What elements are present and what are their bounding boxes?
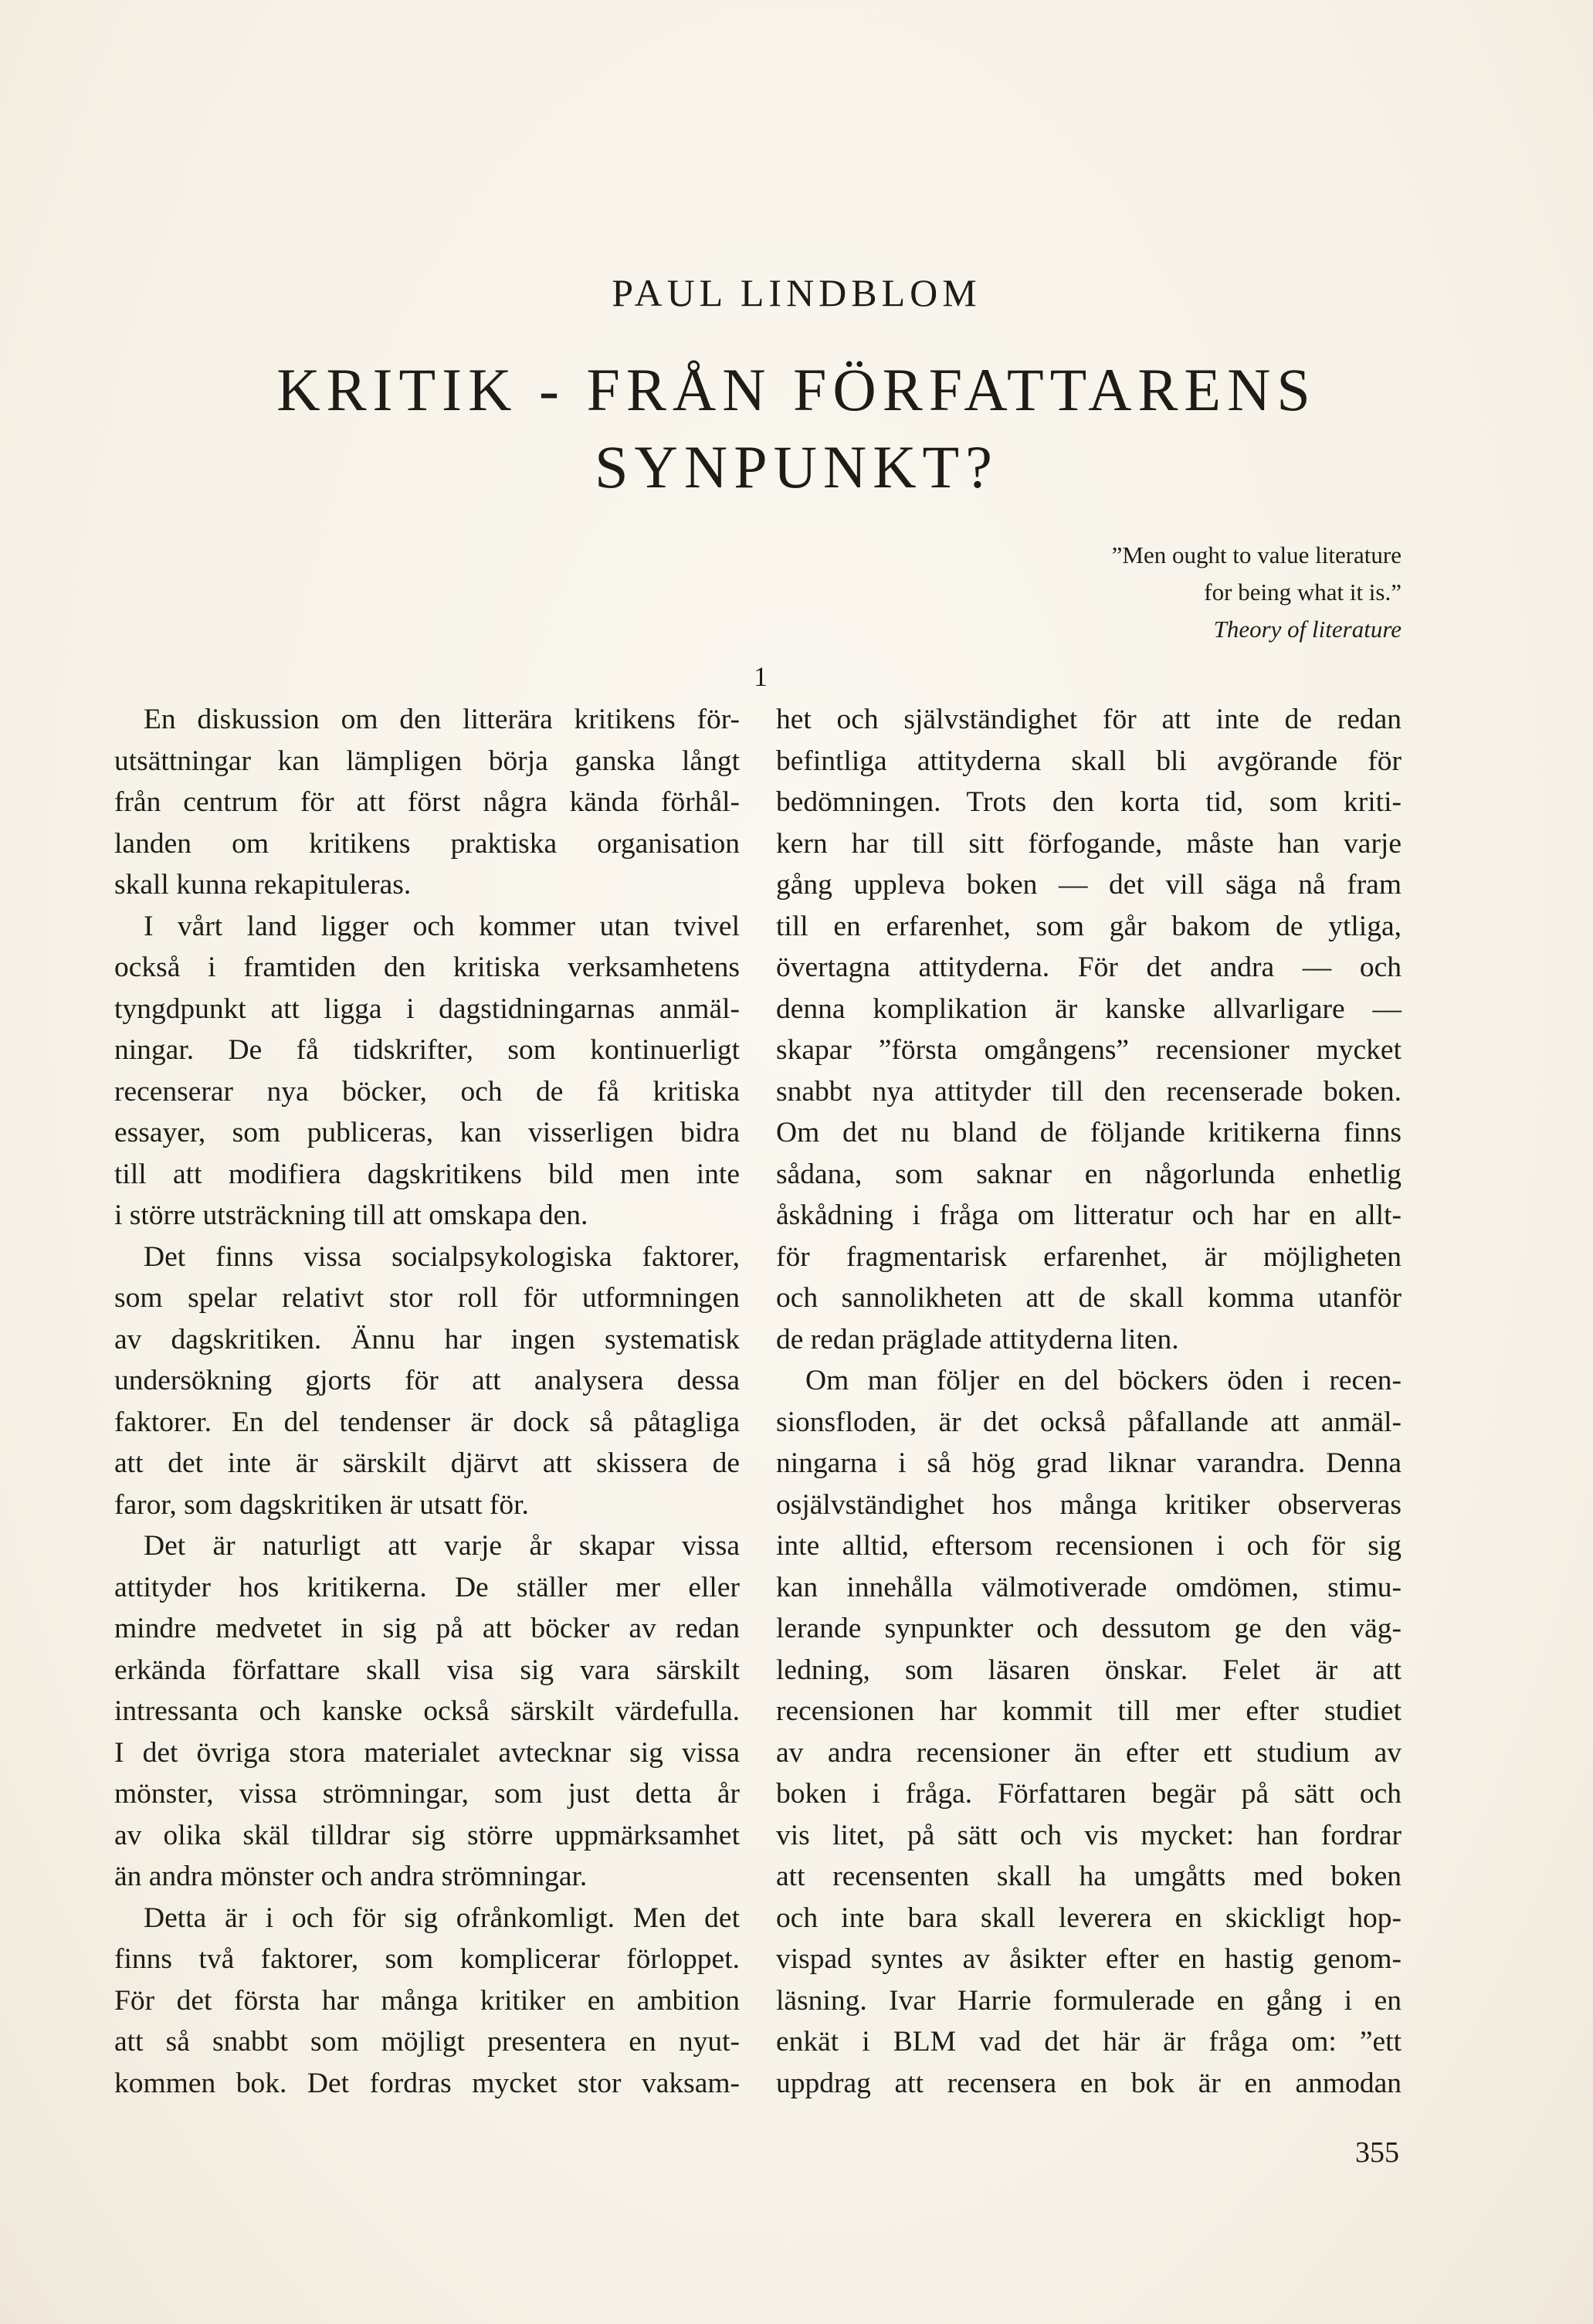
section-number: 1 <box>754 661 768 692</box>
text-line: kommen bok. Det fordras mycket stor vaksam- <box>114 2067 740 2099</box>
text-line: undersökning gjorts för att analysera dessa <box>114 1365 740 1396</box>
text-line: skall kunna rekapituleras. <box>114 869 412 901</box>
text-line: recensionen har kommit till mer efter studiet <box>776 1695 1402 1727</box>
text-line: ningar. De få tidskrifter, som kontinuerligt <box>114 1034 740 1066</box>
article-title-line: SYNPUNKT? <box>595 433 998 500</box>
text-line: I det övriga stora materialet avtecknar sig vissa <box>114 1736 740 1769</box>
text-line: ledning, som läsaren önskar. Felet är att <box>776 1654 1402 1686</box>
text-line: I vårt land ligger och kommer utan tvivel <box>144 910 740 942</box>
text-line: enkät i BLM vad det här är fråga om: ”ett <box>776 2026 1402 2058</box>
text-line: av dagskritiken. Ännu har ingen systematisk <box>114 1323 740 1355</box>
text-line: till en erfarenhet, som går bakom de ytliga, <box>776 910 1402 942</box>
article-title-line: KRITIK - FRÅN FÖRFATTARENS <box>276 356 1317 423</box>
text-line: i större utsträckning till att omskapa den. <box>114 1199 588 1231</box>
text-line: tyngdpunkt att ligga i dagstidningarnas anmäl- <box>114 992 740 1025</box>
text-line: att recensenten skall ha umgåtts med boken <box>776 1861 1402 1892</box>
text-line: av olika skäl tilldrar sig större uppmärksamhet <box>114 1819 740 1851</box>
text-line: mönster, vissa strömningar, som just detta år <box>114 1778 740 1810</box>
text-line: Det finns vissa socialpsykologiska faktorer, <box>144 1240 740 1273</box>
text-line: gång uppleva boken — det vill säga nå fram <box>776 869 1402 901</box>
text-line: för fragmentarisk erfarenhet, är möjligheten <box>776 1240 1402 1273</box>
text-line: uppdrag att recensera en bok är en anmodan <box>776 2067 1402 2099</box>
text-line: En diskussion om den litterära kritikens för- <box>144 704 740 735</box>
text-line: från centrum för att först några kända förhål- <box>114 786 740 818</box>
text-line: essayer, som publiceras, kan visserligen bidra <box>114 1117 740 1148</box>
text-line: het och självständighet för att inte de redan <box>776 704 1402 735</box>
text-line: befintliga attityderna skall bli avgörande för <box>776 745 1402 777</box>
text-line: åskådning i fråga om litteratur och har en allt- <box>776 1199 1402 1231</box>
text-line: attityder hos kritikerna. De ställer mer eller <box>114 1571 740 1603</box>
text-line: Det är naturligt att varje år skapar vissa <box>144 1530 740 1562</box>
text-line: faktorer. En del tendenser är dock så påtagliga <box>114 1406 740 1438</box>
page-number: 355 <box>1355 2136 1399 2169</box>
text-line: och sannolikheten att de skall komma utanför <box>776 1282 1402 1314</box>
epigraph-source: Theory of literature <box>1213 616 1402 643</box>
text-line: till att modifiera dagskritikens bild men inte <box>114 1158 740 1190</box>
text-line: finns två faktorer, som komplicerar förloppet. <box>114 1943 740 1975</box>
text-line: lerande synpunkter och dessutom ge den väg- <box>776 1613 1402 1644</box>
text-line: inte alltid, eftersom recensionen i och för sig <box>776 1530 1402 1562</box>
text-line: Om man följer en del böckers öden i recen- <box>805 1365 1402 1396</box>
text-line: recenserar nya böcker, och de få kritiska <box>114 1075 740 1108</box>
text-line: också i framtiden den kritiska verksamhetens <box>114 952 740 983</box>
text-line: de redan präglade attityderna liten. <box>776 1323 1179 1355</box>
text-line: och inte bara skall leverera en skickligt hop- <box>776 1902 1402 1934</box>
text-line: utsättningar kan lämpligen börja ganska långt <box>114 745 740 777</box>
text-line: bedömningen. Trots den korta tid, som kriti- <box>776 786 1402 818</box>
text-line: skapar ”första omgångens” recensioner mycket <box>776 1034 1402 1066</box>
left-text-column <box>114 699 740 2104</box>
text-line: snabbt nya attityder till den recenserade boken. <box>776 1075 1402 1108</box>
text-line: övertagna attityderna. För det andra — och <box>776 952 1402 983</box>
text-line: kern har till sitt förfogande, måste han varje <box>776 827 1402 860</box>
right-text-column <box>776 699 1402 2104</box>
text-line: boken i fråga. Författaren begär på sätt och <box>776 1778 1402 1810</box>
text-line: vis litet, på sätt och vis mycket: han fordrar <box>776 1819 1402 1851</box>
text-line: som spelar relativt stor roll för utformningen <box>114 1282 740 1314</box>
text-line: erkända författare skall visa sig vara särskilt <box>114 1654 740 1686</box>
text-line: osjälvständighet hos många kritiker observeras <box>776 1488 1402 1521</box>
article-title <box>0 351 1593 506</box>
text-line: denna komplikation är kanske allvarligare — <box>776 992 1402 1025</box>
text-line: sionsfloden, är det också påfallande att anmäl- <box>776 1406 1402 1438</box>
text-line: än andra mönster och andra strömningar. <box>114 1861 588 1892</box>
text-line: landen om kritikens praktiska organisation <box>114 827 740 860</box>
text-line: Om det nu bland de följande kritikerna finns <box>776 1117 1402 1148</box>
author-name: PAUL LINDBLOM <box>612 271 981 314</box>
text-line: vispad syntes av åsikter efter en hastig genom- <box>776 1943 1402 1975</box>
text-line: att det inte är särskilt djärvt att skissera de <box>114 1447 740 1479</box>
epigraph-line: for being what it is.” <box>1204 578 1402 606</box>
epigraph-line: ”Men ought to value literature <box>1111 541 1402 568</box>
text-line: att så snabbt som möjligt presentera en nyut- <box>114 2026 740 2058</box>
text-line: sådana, som saknar en någorlunda enhetlig <box>776 1158 1402 1190</box>
text-line: läsning. Ivar Harrie formulerade en gång i en <box>776 1984 1402 2017</box>
text-line: intressanta och kanske också särskilt värdefulla. <box>114 1695 740 1727</box>
text-line: mindre medvetet in sig på att böcker av redan <box>114 1613 740 1644</box>
text-line: kan innehålla välmotiverade omdömen, stimu- <box>776 1571 1402 1603</box>
text-line: Detta är i och för sig ofrånkomligt. Men det <box>144 1902 740 1934</box>
text-line: faror, som dagskritiken är utsatt för. <box>114 1488 529 1521</box>
text-line: av andra recensioner än efter ett studium av <box>776 1736 1402 1769</box>
text-line: För det första har många kritiker en ambition <box>114 1984 740 2017</box>
epigraph <box>1031 537 1402 648</box>
text-line: ningarna i så hög grad liknar varandra. Denna <box>776 1447 1402 1479</box>
